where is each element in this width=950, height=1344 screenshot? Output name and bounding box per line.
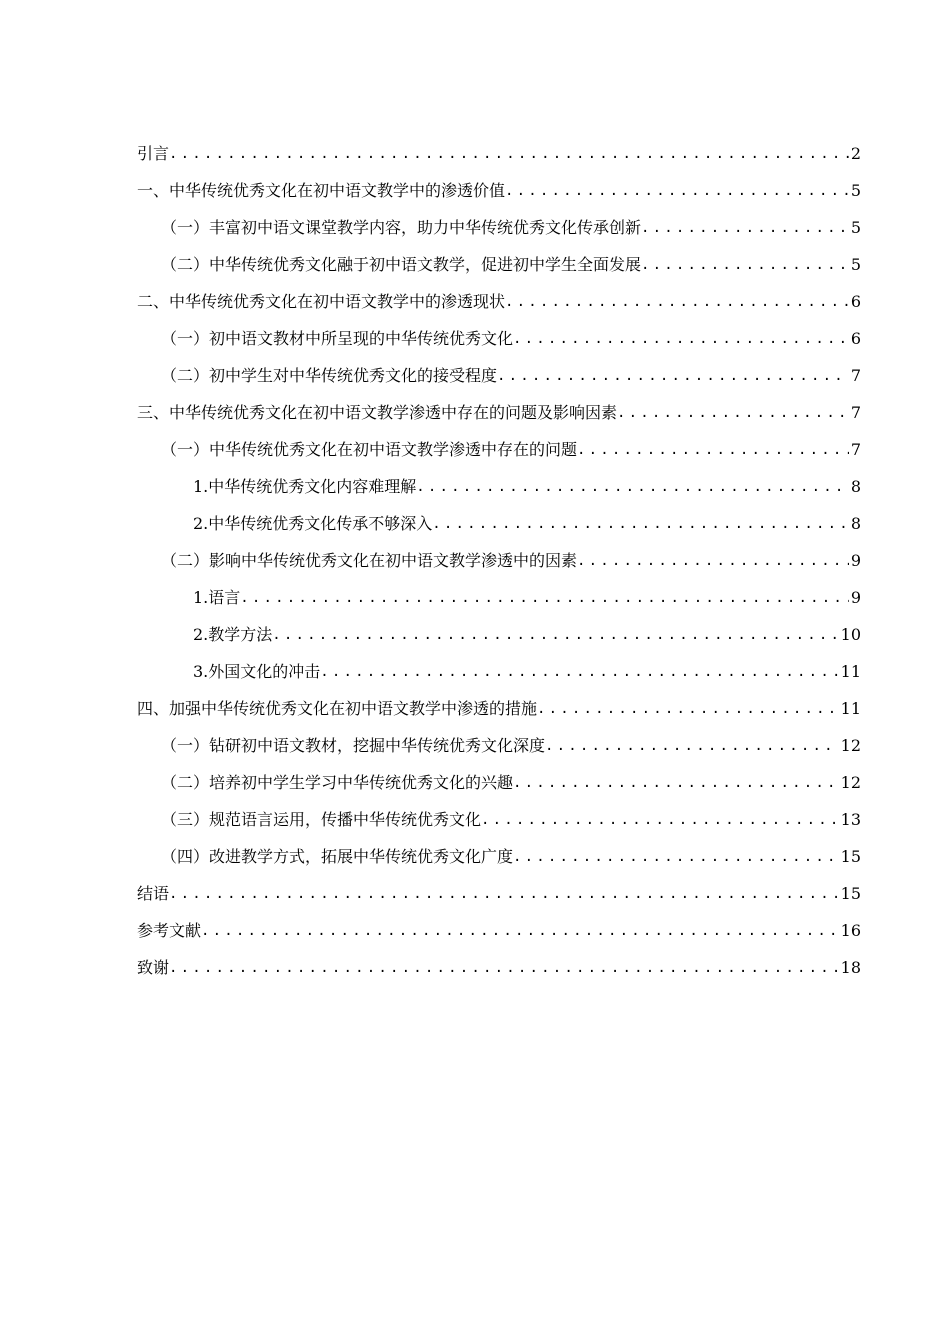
toc-entry-title: 一、中华传统优秀文化在初中语文教学中的渗透价值 [137,181,506,200]
toc-page-number: 7 [850,366,861,385]
toc-dot-leader [513,847,839,874]
toc-entry-title: 四、加强中华传统优秀文化在初中语文教学中渗透的措施 [137,699,538,718]
toc-entry-title: （一）钻研初中语文教材，挖掘中华传统优秀文化深度 [161,736,546,755]
toc-entry-chapter-1[interactable] [137,171,861,208]
toc-dot-leader [432,514,849,541]
toc-entry-title: 结语 [137,884,170,903]
toc-entry-title: 二、中华传统优秀文化在初中语文教学中的渗透现状 [137,292,506,311]
toc-entry-title: （一）初中语文教材中所呈现的中华传统优秀文化 [161,329,514,348]
toc-page-number: 10 [840,625,861,644]
toc-page-number: 16 [840,921,861,940]
toc-dot-leader [513,329,849,356]
toc-dot-leader [497,366,849,393]
toc-entry-title: （二）培养初中学生学习中华传统优秀文化的兴趣 [161,773,514,792]
toc-page-number: 11 [840,699,861,718]
toc-dot-leader [320,662,838,689]
toc-entry-section-4-1[interactable] [137,726,861,763]
toc-entry-title: （二）初中学生对中华传统优秀文化的接受程度 [161,366,498,385]
toc-page-number: 5 [850,181,861,200]
toc-dot-leader [577,440,849,467]
toc-entry-title: 2.中华传统优秀文化传承不够深入 [193,514,433,533]
toc-entry-section-1-1[interactable] [137,208,861,245]
toc-dot-leader [240,588,849,615]
toc-entry-section-4-3[interactable] [137,800,861,837]
toc-page-number: 9 [850,551,861,570]
toc-page-number: 7 [850,403,861,422]
toc-dot-leader [272,625,838,652]
toc-page-number: 15 [840,847,861,866]
toc-page-number: 5 [850,255,861,274]
toc-page-number: 2 [850,144,861,163]
toc-page-number: 12 [840,773,861,792]
toc-dot-leader [169,884,839,911]
toc-dot-leader [617,403,849,430]
toc-entry-section-1-2[interactable] [137,245,861,282]
toc-entry-title: （二）影响中华传统优秀文化在初中语文教学渗透中的因素 [161,551,578,570]
toc-entry-title: 三、中华传统优秀文化在初中语文教学渗透中存在的问题及影响因素 [137,403,618,422]
toc-page-number: 15 [840,884,861,903]
toc-dot-leader [545,736,839,763]
toc-entry-acknowledgements[interactable] [137,948,861,985]
toc-entry-chapter-4[interactable] [137,689,861,726]
toc-dot-leader [513,773,839,800]
toc-entry-title: 引言 [137,144,170,163]
toc-dot-leader [201,921,839,948]
toc-dot-leader [537,699,839,726]
toc-page-number: 5 [850,218,861,237]
toc-dot-leader [505,292,849,319]
toc-entry-title: 1.中华传统优秀文化内容难理解 [193,477,417,496]
toc-dot-leader [169,144,849,171]
toc-entry-title: 3.外国文化的冲击 [193,662,321,681]
toc-entry-title: （一）中华传统优秀文化在初中语文教学渗透中存在的问题 [161,440,578,459]
toc-entry-section-2-1[interactable] [137,319,861,356]
toc-entry-introduction[interactable] [137,134,861,171]
toc-entry-subsection-3-2-3[interactable] [137,652,861,689]
toc-dot-leader [641,218,849,245]
toc-page-number: 7 [850,440,861,459]
toc-page-number: 8 [850,514,861,533]
toc-entry-section-2-2[interactable] [137,356,861,393]
toc-page-number: 11 [840,662,861,681]
toc-entry-title: 致谢 [137,958,170,977]
table-of-contents [137,134,861,985]
toc-dot-leader [416,477,849,504]
toc-dot-leader [641,255,849,282]
toc-entry-title: （一）丰富初中语文课堂教学内容，助力中华传统优秀文化传承创新 [161,218,642,237]
toc-entry-title: （二）中华传统优秀文化融于初中语文教学，促进初中学生全面发展 [161,255,642,274]
toc-entry-title: （三）规范语言运用，传播中华传统优秀文化 [161,810,482,829]
toc-entry-section-3-2[interactable] [137,541,861,578]
toc-entry-subsection-3-1-2[interactable] [137,504,861,541]
toc-dot-leader [169,958,839,985]
toc-entry-subsection-3-2-2[interactable] [137,615,861,652]
toc-entry-references[interactable] [137,911,861,948]
toc-entry-section-3-1[interactable] [137,430,861,467]
toc-entry-section-4-2[interactable] [137,763,861,800]
toc-page-number: 6 [850,329,861,348]
toc-entry-title: （四）改进教学方式，拓展中华传统优秀文化广度 [161,847,514,866]
toc-entry-title: 2.教学方法 [193,625,273,644]
toc-page-number: 12 [840,736,861,755]
toc-dot-leader [505,181,849,208]
toc-entry-subsection-3-2-1[interactable] [137,578,861,615]
toc-dot-leader [577,551,849,578]
toc-dot-leader [481,810,839,837]
toc-page-number: 9 [850,588,861,607]
toc-entry-title: 1.语言 [193,588,241,607]
toc-entry-title: 参考文献 [137,921,202,940]
toc-page-number: 13 [840,810,861,829]
toc-page-number: 6 [850,292,861,311]
toc-page-number: 8 [850,477,861,496]
toc-page-number: 18 [840,958,861,977]
toc-entry-conclusion[interactable] [137,874,861,911]
toc-entry-chapter-3[interactable] [137,393,861,430]
toc-entry-chapter-2[interactable] [137,282,861,319]
toc-entry-section-4-4[interactable] [137,837,861,874]
toc-entry-subsection-3-1-1[interactable] [137,467,861,504]
